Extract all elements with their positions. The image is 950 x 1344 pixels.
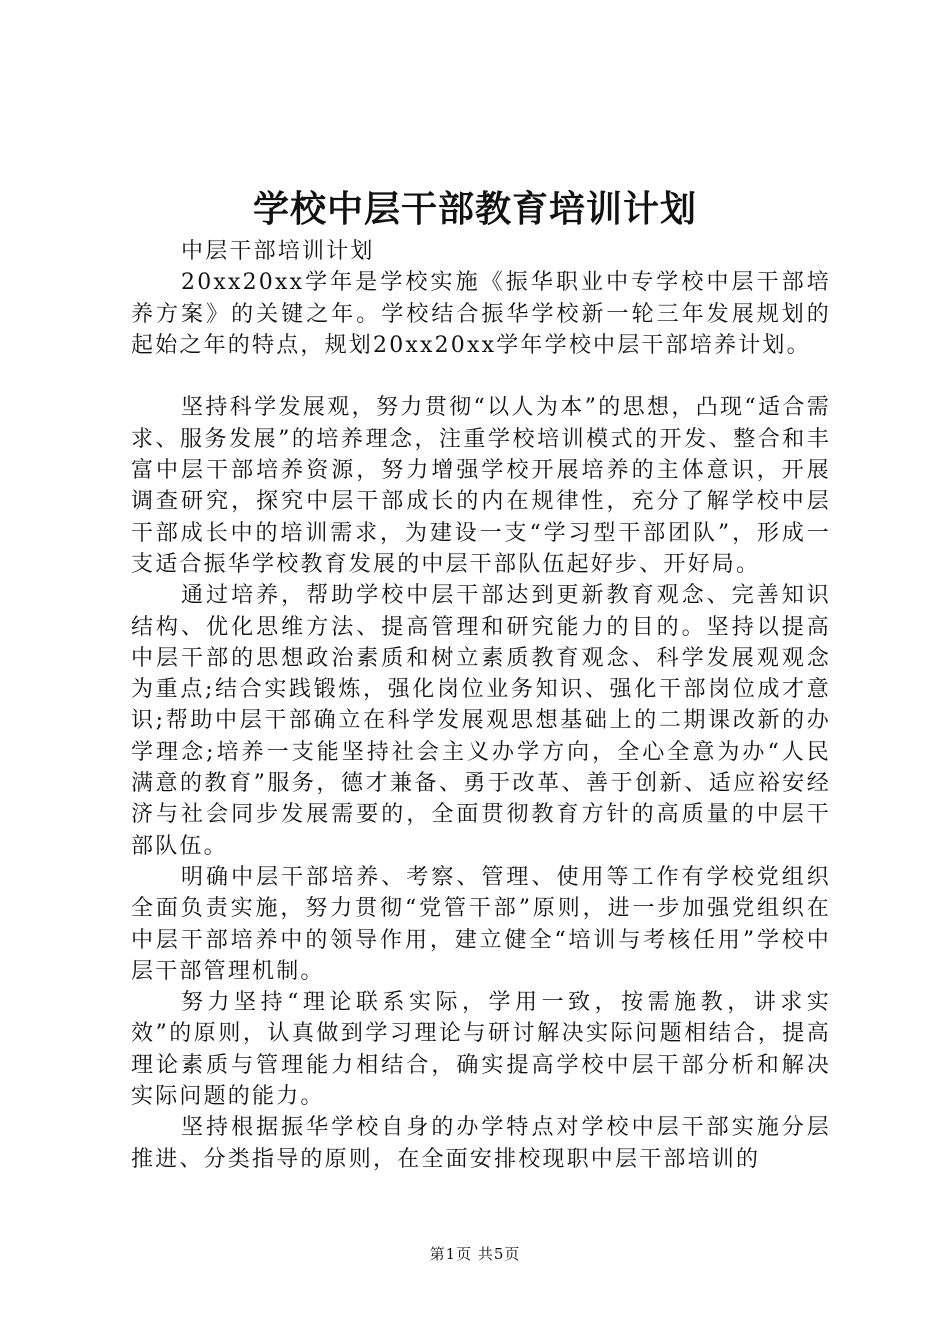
page-footer: 第1页 共5页: [429, 1245, 521, 1263]
paragraph-5: 努力坚持“理论联系实际，学用一致，按需施教，讲求实效”的原则，认真做到学习理论与研讨解决实际问题相结合，提高理论素质与管理能力相结合，确实提高学校中层干部分析和解决实际问题的能力。: [131, 990, 831, 1110]
document-body: [131, 236, 831, 1175]
paragraph-6: 坚持根据振华学校自身的办学特点对学校中层干部实施分层推进、分类指导的原则，在全面安排校现职中层干部培训的: [131, 1115, 831, 1172]
document-title: 学校中层干部教育培训计划: [252, 188, 697, 230]
paragraph-1: 20xx20xx学年是学校实施《振华职业中专学校中层干部培养方案》的关键之年。学校结合振华学校新一轮三年发展规划的起始之年的特点，规划20xx20xx学年学校中层干部培养计划。: [131, 270, 831, 358]
paragraph-4: 明确中层干部培养、考察、管理、使用等工作有学校党组织全面负责实施，努力贯彻“党管干部”原则，进一步加强党组织在中层干部培养中的领导作用，建立健全“培训与考核任用”学校中层干部管理机制。: [131, 864, 831, 984]
paragraph-2: 坚持科学发展观，努力贯彻“以人为本”的思想，凸现“适合需求、服务发展”的培养理念，注重学校培训模式的开发、整合和丰富中层干部培养资源，努力增强学校开展培养的主体意识，开展调查研究，探究中层干部成长的内在规律性，充分了解学校中层干部成长中的培训需求，为建设一支“学习型干部团队”，形成一支适合振华学校教育发展的中层干部队伍起好步、开好局。: [131, 395, 831, 577]
paragraph-3: 通过培养，帮助学校中层干部达到更新教育观念、完善知识结构、优化思维方法、提高管理和研究能力的目的。坚持以提高中层干部的思想政治素质和树立素质教育观念、科学发展观观念为重点;结合实践锻炼，强化岗位业务知识、强化干部岗位成才意识;帮助中层干部确立在科学发展观思想基础上的二期课改新的办学理念;培养一支能坚持社会主义办学方向，全心全意为办“人民满意的教育”服务，德才兼备、勇于改革、善于创新、适应裕安经济与社会同步发展需要的，全面贯彻教育方针的高质量的中层干部队伍。: [131, 583, 831, 859]
document-subtitle: 中层干部培训计划: [181, 239, 375, 264]
